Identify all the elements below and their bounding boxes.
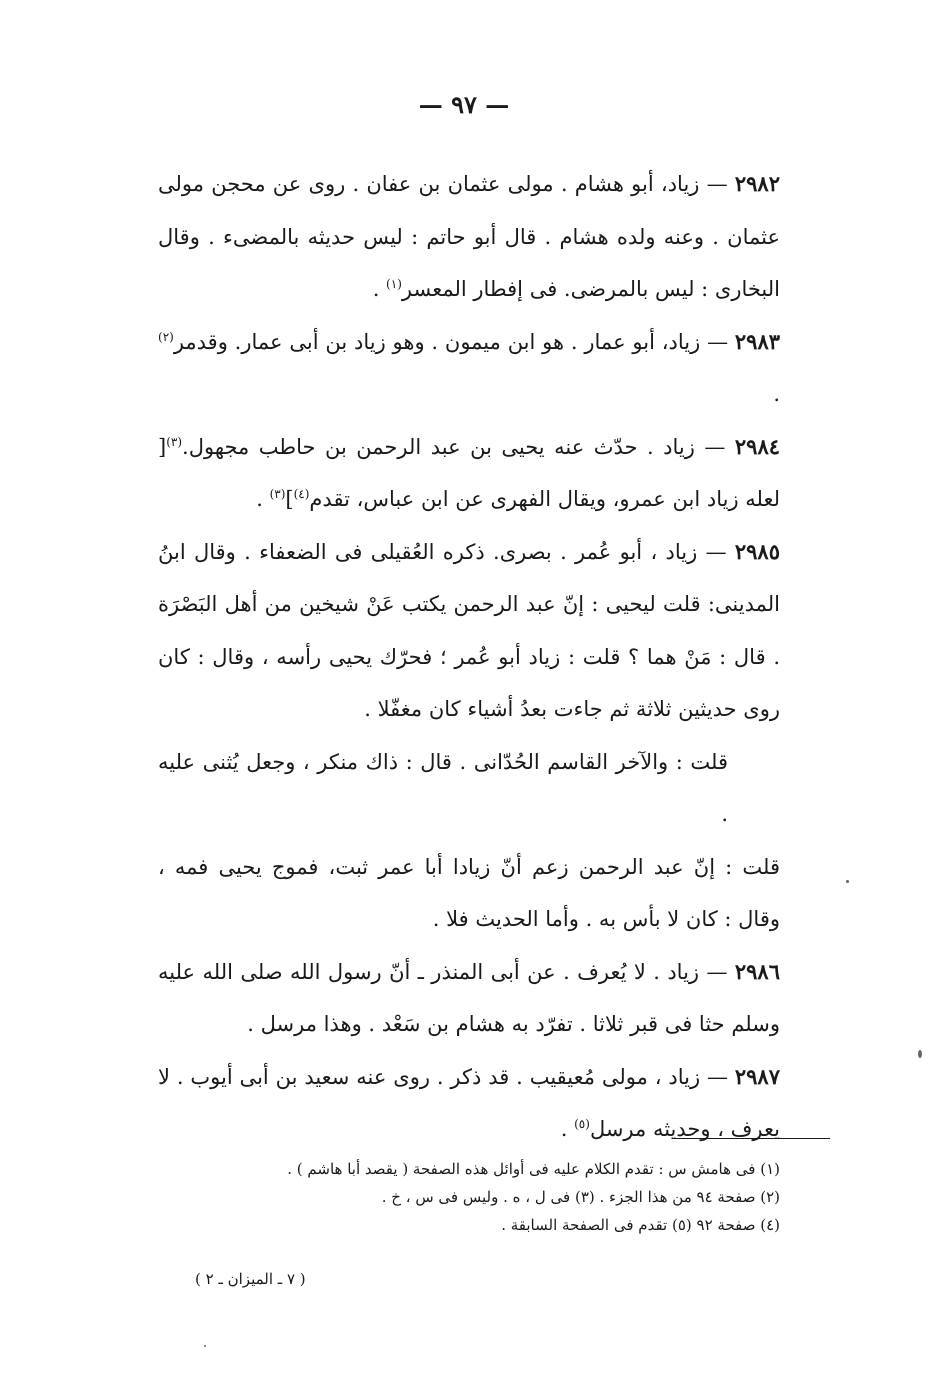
footnote-line: (٤) صفحة ٩٢ (٥) تقدم فى الصفحة السابقة . <box>501 1216 780 1234</box>
entry-dash: — <box>697 539 735 564</box>
entry-2984 <box>158 421 780 526</box>
entry-dash: — <box>699 172 735 196</box>
paragraph-zaama: قلت : إنّ عبد الرحمن زعم أنّ زيادا أبا عمر ثبت، فموج يحيى فمه ، وقال : كان لا بأس به . وأما الحديث فلا . <box>158 854 780 931</box>
entry-dash: — <box>699 959 735 984</box>
entry-dash: — <box>700 329 735 354</box>
footnote-ref: (٢) <box>158 329 174 344</box>
page-number: — ٩٧ — <box>418 90 510 119</box>
scan-speck <box>204 1345 206 1347</box>
entry-text: زياد، أبو هشام . مولى عثمان بن عفان . روى عن محجن مولى عثمان . وعنه ولده هشام . قال أبو حاتم : ليس حديثه بالمضىء . وقال البخارى : ليس بالمرضى. فى إفطار المعسر <box>158 172 780 301</box>
entry-2987 <box>158 1051 780 1156</box>
footnote-ref: (٣) <box>166 434 183 449</box>
entry-tail: . <box>256 487 270 511</box>
entry-number: ٢٩٨٥ <box>734 538 780 564</box>
entry-tail: . <box>372 277 387 301</box>
entry-text-bracket: [ لعله زياد ابن عمرو، ويقال الفهرى عن ابن عباس، تقدم <box>158 434 780 511</box>
main-text <box>158 158 780 1156</box>
entry-tail: . <box>560 1117 575 1141</box>
entry-2982 <box>158 158 780 316</box>
entry-number: ٢٩٨٣ <box>734 328 781 354</box>
entry-text: زياد ، أبو عُمر . بصرى. ذكره العُقيلى فى الضعفاء . وقال ابنُ المدينى: قلت ليحيى : إنّ عبد الرحمن يكتب عَنْ شيخين من أهل البَصْرَة . قال : مَنْ هما ؟ قلت : زياد أبو عُمر ؛ فحرّك يحيى رأسه ، وقال : كان روى حديثين ثلاثة ثم جاءت بعدُ أشياء كان مغفّلا . <box>158 539 780 721</box>
entry-dash: — <box>700 1064 735 1089</box>
entry-2983 <box>158 316 780 421</box>
footnote-line: (٢) صفحة ٩٤ من هذا الجزء . (٣) فى ل ، ه . وليس فى س ، خ . <box>381 1188 780 1206</box>
paragraph-qasim: قلت : والآخر القاسم الحُدّانى . قال : ذاك منكر ، وجعل يُثنى عليه . <box>158 749 728 826</box>
footnote-separator <box>672 1138 830 1139</box>
entry-2985 <box>158 526 780 736</box>
footnote-ref: (٤) <box>293 487 310 501</box>
entry-number: ٢٩٨٦ <box>734 958 780 984</box>
entry-2986 <box>158 946 780 1051</box>
footnote-line: (١) فى هامش س : تقدم الكلام عليه فى أوائل هذه الصفحة ( يقصد أبا هاشم ) . <box>287 1160 780 1178</box>
signature-mark: ( ٧ ـ الميزان ـ ٢ ) <box>195 1270 306 1288</box>
entry-text: زياد ، مولى مُعيقيب . قد ذكر . روى عنه سعيد بن أبى أيوب . لا يعرف ، وحديثه مرسل <box>158 1064 780 1141</box>
entry-dash: — <box>694 434 735 459</box>
entry-text: زياد، أبو عمار . هو ابن ميمون . وهو زياد بن أبى عمار. وقدمر <box>173 329 701 354</box>
entry-text: زياد . حدّث عنه يحيى بن عبد الرحمن بن حاطب مجهول. <box>182 434 695 459</box>
entry-text: زياد . لا يُعرف . عن أبى المنذر ـ أنّ رسول الله صلى الله عليه وسلم حثا فى قبر ثلاثا . تفرّد به هشام بن سَعْد . وهذا مرسل . <box>158 959 780 1036</box>
footnotes <box>140 1155 780 1239</box>
scan-speck <box>918 1050 922 1058</box>
footnote-ref: (٥) <box>574 1117 590 1131</box>
entry-tail: . <box>773 382 780 406</box>
scan-speck <box>846 880 849 883</box>
footnote-ref: (١) <box>386 277 402 291</box>
entry-number: ٢٩٨٤ <box>734 433 781 459</box>
entry-number: ٢٩٨٢ <box>734 171 780 196</box>
entry-text-close: ] <box>285 487 294 511</box>
entry-number: ٢٩٨٧ <box>734 1063 780 1089</box>
footnote-ref: (٣) <box>269 487 286 501</box>
